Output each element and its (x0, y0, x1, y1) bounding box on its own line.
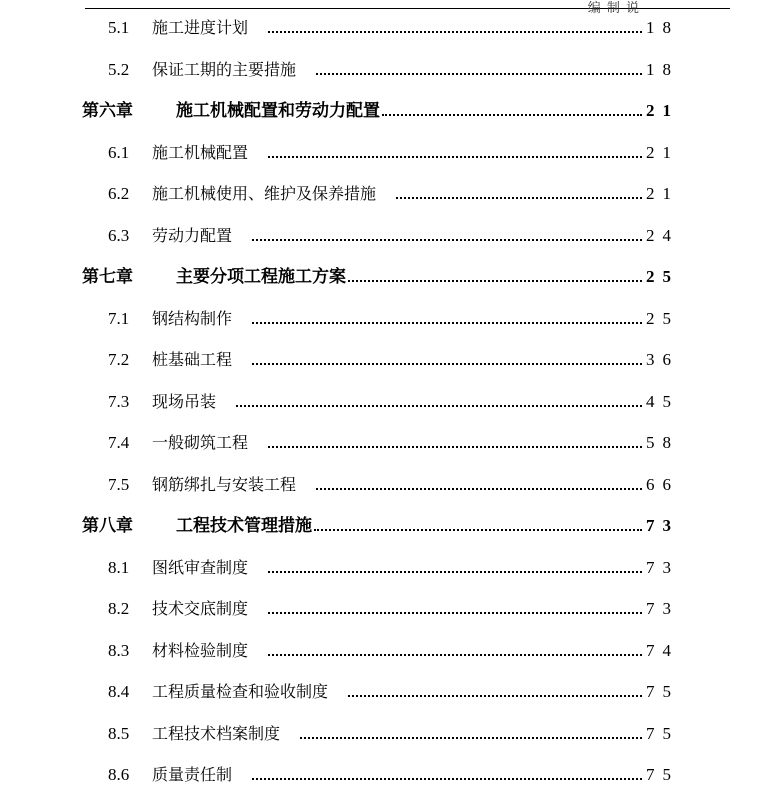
toc-section-entry[interactable] (0, 548, 766, 590)
toc-dot-leader (252, 308, 642, 324)
toc-entry-title: 保证工期的主要措施 (152, 59, 297, 79)
toc-entry-page: 73 (646, 516, 679, 535)
toc-entry-number: 5.1 (108, 18, 130, 37)
toc-dot-leader (252, 225, 642, 241)
toc-entry-page: 73 (646, 557, 679, 577)
toc-entry-number: 8.1 (108, 557, 130, 577)
toc-section-entry[interactable] (0, 423, 766, 465)
toc-entry-title: 桩基础工程 (152, 350, 233, 369)
toc-entry-number: 7.1 (108, 308, 130, 328)
table-of-contents (0, 8, 766, 797)
toc-entry-page: 75 (646, 723, 679, 743)
toc-dot-leader (252, 349, 642, 365)
toc-entry-title: 材料检验制度 (152, 640, 249, 660)
toc-entry-number: 第八章 (82, 516, 133, 536)
toc-entry-title: 钢筋绑扎与安装工程 (152, 474, 297, 494)
toc-entry-title: 施工机械配置和劳动力配置 (176, 101, 380, 121)
toc-entry-number: 5.2 (108, 59, 130, 79)
toc-dot-leader (268, 17, 642, 33)
toc-entry-title: 施工机械使用、维护及保养措施 (152, 184, 377, 203)
toc-dot-leader (382, 100, 642, 116)
toc-dot-leader (348, 681, 642, 697)
toc-entry-number: 8.5 (108, 723, 130, 743)
toc-entry-title: 现场吊装 (152, 391, 217, 411)
toc-entry-title: 施工进度计划 (152, 18, 249, 37)
toc-entry-page: 75 (646, 765, 679, 784)
toc-entry-title: 主要分项工程施工方案 (176, 267, 346, 287)
toc-dot-leader (252, 764, 642, 780)
toc-dot-leader (316, 59, 642, 75)
toc-entry-title: 技术交底制度 (152, 599, 249, 618)
toc-entry-number: 6.3 (108, 225, 130, 245)
toc-entry-title: 劳动力配置 (152, 225, 233, 245)
toc-section-entry[interactable] (0, 631, 766, 673)
toc-section-entry[interactable] (0, 50, 766, 92)
toc-entry-page: 21 (646, 184, 679, 203)
toc-entry-number: 第七章 (82, 267, 133, 287)
toc-entry-title: 钢结构制作 (152, 308, 233, 328)
toc-section-entry[interactable] (0, 672, 766, 714)
toc-entry-page: 75 (646, 682, 679, 701)
toc-entry-title: 工程技术管理措施 (176, 516, 312, 536)
toc-entry-number: 8.6 (108, 765, 130, 784)
toc-entry-number: 8.4 (108, 682, 130, 701)
toc-section-entry[interactable] (0, 382, 766, 424)
toc-entry-number: 第六章 (82, 101, 133, 121)
toc-entry-number: 6.2 (108, 184, 130, 203)
toc-dot-leader (268, 142, 642, 158)
toc-section-entry[interactable] (0, 340, 766, 382)
toc-chapter-entry[interactable] (0, 506, 766, 548)
toc-entry-page: 21 (646, 101, 679, 120)
toc-entry-page: 25 (646, 267, 679, 286)
toc-section-entry[interactable] (0, 714, 766, 756)
toc-section-entry[interactable] (0, 755, 766, 797)
toc-entry-number: 7.3 (108, 391, 130, 411)
toc-entry-page: 45 (646, 391, 679, 411)
toc-dot-leader (316, 474, 642, 490)
toc-dot-leader (268, 557, 642, 573)
toc-entry-page: 58 (646, 433, 679, 452)
toc-entry-number: 8.3 (108, 640, 130, 660)
toc-entry-page: 18 (646, 18, 679, 37)
toc-section-entry[interactable] (0, 465, 766, 507)
toc-dot-leader (236, 391, 642, 407)
toc-entry-page: 25 (646, 308, 679, 328)
toc-dot-leader (314, 515, 642, 531)
toc-entry-page: 36 (646, 350, 679, 369)
toc-entry-page: 74 (646, 640, 679, 660)
toc-entry-number: 6.1 (108, 142, 130, 162)
toc-entry-title: 工程技术档案制度 (152, 723, 281, 743)
toc-entry-number: 7.5 (108, 474, 130, 494)
toc-dot-leader (396, 183, 642, 199)
toc-entry-title: 施工机械配置 (152, 142, 249, 162)
toc-section-entry[interactable] (0, 174, 766, 216)
toc-dot-leader (268, 432, 642, 448)
toc-entry-page: 18 (646, 59, 679, 79)
toc-section-entry[interactable] (0, 133, 766, 175)
toc-entry-number: 7.2 (108, 350, 130, 369)
toc-entry-page: 21 (646, 142, 679, 162)
toc-entry-number: 7.4 (108, 433, 130, 452)
toc-entry-title: 图纸审查制度 (152, 557, 249, 577)
toc-entry-page: 73 (646, 599, 679, 618)
toc-chapter-entry[interactable] (0, 91, 766, 133)
toc-dot-leader (268, 640, 642, 656)
toc-section-entry[interactable] (0, 299, 766, 341)
toc-entry-title: 工程质量检查和验收制度 (152, 682, 329, 701)
toc-entry-title: 质量责任制 (152, 765, 233, 784)
toc-entry-page: 66 (646, 474, 679, 494)
header-text-fragment: 编 制 说 (587, 1, 640, 16)
toc-section-entry[interactable] (0, 589, 766, 631)
toc-dot-leader (348, 266, 642, 282)
toc-entry-page: 24 (646, 225, 679, 245)
toc-dot-leader (268, 598, 642, 614)
toc-dot-leader (300, 723, 642, 739)
toc-entry-number: 8.2 (108, 599, 130, 618)
toc-entry-title: 一般砌筑工程 (152, 433, 249, 452)
toc-section-entry[interactable] (0, 8, 766, 50)
toc-chapter-entry[interactable] (0, 257, 766, 299)
toc-section-entry[interactable] (0, 216, 766, 258)
